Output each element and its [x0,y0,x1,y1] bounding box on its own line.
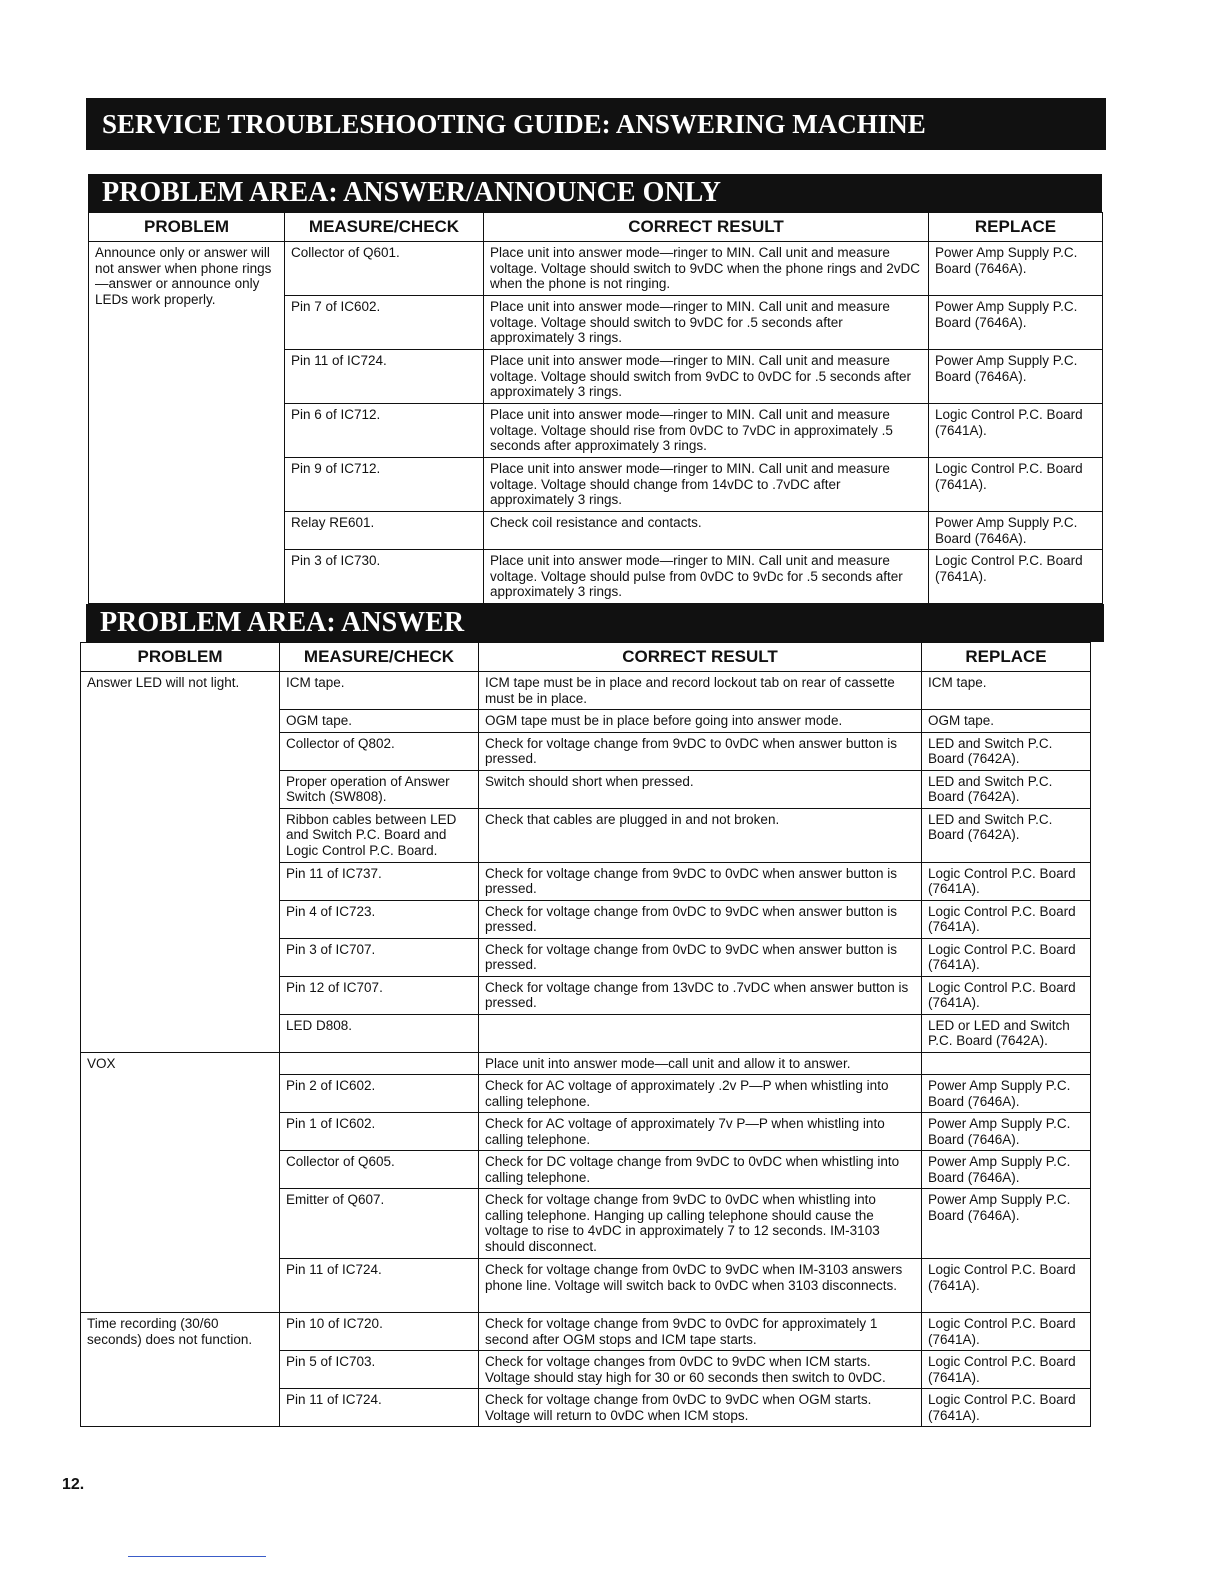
measure-cell: Ribbon cables between LED and Switch P.C. Board and Logic Control P.C. Board. [280,808,479,862]
result-cell: Check for voltage changes from 0vDC to 9vDC when ICM starts. Voltage should stay high for 30 or 60 seconds then switch to 0vDC. [479,1351,922,1389]
measure-cell: Emitter of Q607. [280,1189,479,1259]
table-row [81,672,1091,710]
replace-cell: Power Amp Supply P.C. Board (7646A). [929,350,1103,404]
measure-cell: Pin 4 of IC723. [280,900,479,938]
result-cell: Check for AC voltage of approximately 7v P—P when whistling into calling telephone. [479,1113,922,1151]
result-cell: Switch should short when pressed. [479,770,922,808]
result-cell: Check for voltage change from 0vDC to 9vDC when answer button is pressed. [479,938,922,976]
result-cell: Check for voltage change from 0vDC to 9vDC when IM-3103 answers phone line. Voltage will switch back to 0vDC when 3103 disconnects. [479,1259,922,1313]
column-header-replace: REPLACE [929,213,1103,242]
measure-cell: OGM tape. [280,710,479,733]
result-cell: OGM tape must be in place before going into answer mode. [479,710,922,733]
replace-cell [922,1052,1091,1075]
column-header-problem: PROBLEM [89,213,285,242]
measure-cell: Collector of Q802. [280,732,479,770]
measure-cell: Pin 2 of IC602. [280,1075,479,1113]
measure-cell: Pin 10 of IC720. [280,1313,479,1351]
result-cell: Check for voltage change from 13vDC to .7vDC when answer button is pressed. [479,976,922,1014]
measure-cell: Pin 6 of IC712. [285,404,484,458]
replace-cell: Logic Control P.C. Board (7641A). [922,1389,1091,1427]
result-cell: Place unit into answer mode—ringer to MIN. Call unit and measure voltage. Voltage should switch to 9vDC for .5 seconds after approximately 3 rings. [484,296,929,350]
replace-cell: Logic Control P.C. Board (7641A). [922,976,1091,1014]
replace-cell: Power Amp Supply P.C. Board (7646A). [929,512,1103,550]
replace-cell: Power Amp Supply P.C. Board (7646A). [922,1075,1091,1113]
result-cell: Place unit into answer mode—ringer to MIN. Call unit and measure voltage. Voltage should switch from 9vDC to 0vDC for .5 seconds after approximately 3 rings. [484,350,929,404]
result-cell: Check for voltage change from 9vDC to 0vDC when answer button is pressed. [479,732,922,770]
column-header-replace: REPLACE [922,643,1091,672]
measure-cell: Collector of Q601. [285,242,484,296]
column-header-result: CORRECT RESULT [479,643,922,672]
section-heading-answer-announce: PROBLEM AREA: ANSWER/ANNOUNCE ONLY [88,174,1102,212]
result-cell [479,1014,922,1052]
replace-cell: Power Amp Supply P.C. Board (7646A). [929,242,1103,296]
replace-cell: OGM tape. [922,710,1091,733]
replace-cell: Logic Control P.C. Board (7641A). [929,458,1103,512]
result-cell: Place unit into answer mode—call unit and allow it to answer. [479,1052,922,1075]
replace-cell: Logic Control P.C. Board (7641A). [922,938,1091,976]
measure-cell: LED D808. [280,1014,479,1052]
measure-cell: Pin 11 of IC724. [280,1259,479,1313]
problem-cell: Answer LED will not light. [81,672,280,1053]
replace-cell: Logic Control P.C. Board (7641A). [922,1351,1091,1389]
table-header-row [89,213,1103,242]
page-number: 12. [62,1476,85,1493]
replace-cell: Power Amp Supply P.C. Board (7646A). [922,1113,1091,1151]
result-cell: ICM tape must be in place and record lockout tab on rear of cassette must be in place. [479,672,922,710]
page-title: SERVICE TROUBLESHOOTING GUIDE: ANSWERING MACHINE [86,98,1106,150]
replace-cell: Logic Control P.C. Board (7641A). [929,550,1103,604]
replace-cell: Logic Control P.C. Board (7641A). [922,862,1091,900]
result-cell: Check coil resistance and contacts. [484,512,929,550]
measure-cell: Pin 11 of IC737. [280,862,479,900]
result-cell: Check for voltage change from 9vDC to 0vDC for approximately 1 second after OGM stops and ICM tape starts. [479,1313,922,1351]
result-cell: Check for voltage change from 0vDC to 9vDC when answer button is pressed. [479,900,922,938]
result-cell: Check for voltage change from 9vDC to 0vDC when whistling into calling telephone. Hanging up calling telephone should cause the voltage to rise to 4vDC in approximately 7 to 12 seconds. IM-3103 should disconnect. [479,1189,922,1259]
result-cell: Check for DC voltage change from 9vDC to 0vDC when whistling into calling telephone. [479,1151,922,1189]
replace-cell: Logic Control P.C. Board (7641A). [922,900,1091,938]
measure-cell: Pin 9 of IC712. [285,458,484,512]
column-header-measure: MEASURE/CHECK [280,643,479,672]
replace-cell: LED and Switch P.C. Board (7642A). [922,732,1091,770]
replace-cell: ICM tape. [922,672,1091,710]
problem-cell: Time recording (30/60 seconds) does not function. [81,1313,280,1427]
replace-cell: Power Amp Supply P.C. Board (7646A). [922,1151,1091,1189]
replace-cell: Power Amp Supply P.C. Board (7646A). [922,1189,1091,1259]
replace-cell: LED and Switch P.C. Board (7642A). [922,770,1091,808]
result-cell: Place unit into answer mode—ringer to MIN. Call unit and measure voltage. Voltage should change from 14vDC to .7vDC after approximately 3 rings. [484,458,929,512]
column-header-measure: MEASURE/CHECK [285,213,484,242]
result-cell: Place unit into answer mode—ringer to MIN. Call unit and measure voltage. Voltage should switch to 9vDC when the phone rings and 2vDC when the phone is not ringing. [484,242,929,296]
result-cell: Check for voltage change from 0vDC to 9vDC when OGM starts. Voltage will return to 0vDC when ICM stops. [479,1389,922,1427]
measure-cell: Proper operation of Answer Switch (SW808). [280,770,479,808]
measure-cell: Collector of Q605. [280,1151,479,1189]
measure-cell: Pin 12 of IC707. [280,976,479,1014]
measure-cell: Pin 5 of IC703. [280,1351,479,1389]
table-header-row [81,643,1091,672]
replace-cell: Logic Control P.C. Board (7641A). [922,1313,1091,1351]
replace-cell: Logic Control P.C. Board (7641A). [929,404,1103,458]
measure-cell: Pin 3 of IC707. [280,938,479,976]
replace-cell: LED or LED and Switch P.C. Board (7642A). [922,1014,1091,1052]
section-heading-answer: PROBLEM AREA: ANSWER [86,604,1104,642]
result-cell: Check that cables are plugged in and not broken. [479,808,922,862]
measure-cell [280,1052,479,1075]
result-cell: Place unit into answer mode—ringer to MIN. Call unit and measure voltage. Voltage should rise from 0vDC to 7vDC in approximately .5 seconds after approximately 3 rings. [484,404,929,458]
measure-cell: Pin 11 of IC724. [280,1389,479,1427]
measure-cell: Relay RE601. [285,512,484,550]
measure-cell: Pin 11 of IC724. [285,350,484,404]
problem-cell: VOX [81,1052,280,1313]
replace-cell: LED and Switch P.C. Board (7642A). [922,808,1091,862]
result-cell: Place unit into answer mode—ringer to MIN. Call unit and measure voltage. Voltage should pulse from 0vDC to 9vDc for .5 seconds after approximately 3 rings. [484,550,929,604]
column-header-result: CORRECT RESULT [484,213,929,242]
table-row [81,1313,1091,1351]
result-cell: Check for voltage change from 9vDC to 0vDC when answer button is pressed. [479,862,922,900]
measure-cell: Pin 3 of IC730. [285,550,484,604]
result-cell: Check for AC voltage of approximately .2v P—P when whistling into calling telephone. [479,1075,922,1113]
measure-cell: Pin 7 of IC602. [285,296,484,350]
replace-cell: Logic Control P.C. Board (7641A). [922,1259,1091,1313]
column-header-problem: PROBLEM [81,643,280,672]
footer-divider [128,1556,266,1557]
measure-cell: ICM tape. [280,672,479,710]
troubleshooting-table-answer-announce [88,212,1103,604]
problem-cell: Announce only or answer will not answer when phone rings—answer or announce only LEDs work properly. [89,242,285,604]
measure-cell: Pin 1 of IC602. [280,1113,479,1151]
table-row [81,1052,1091,1075]
troubleshooting-table-answer [80,642,1091,1427]
table-row [89,242,1103,296]
replace-cell: Power Amp Supply P.C. Board (7646A). [929,296,1103,350]
